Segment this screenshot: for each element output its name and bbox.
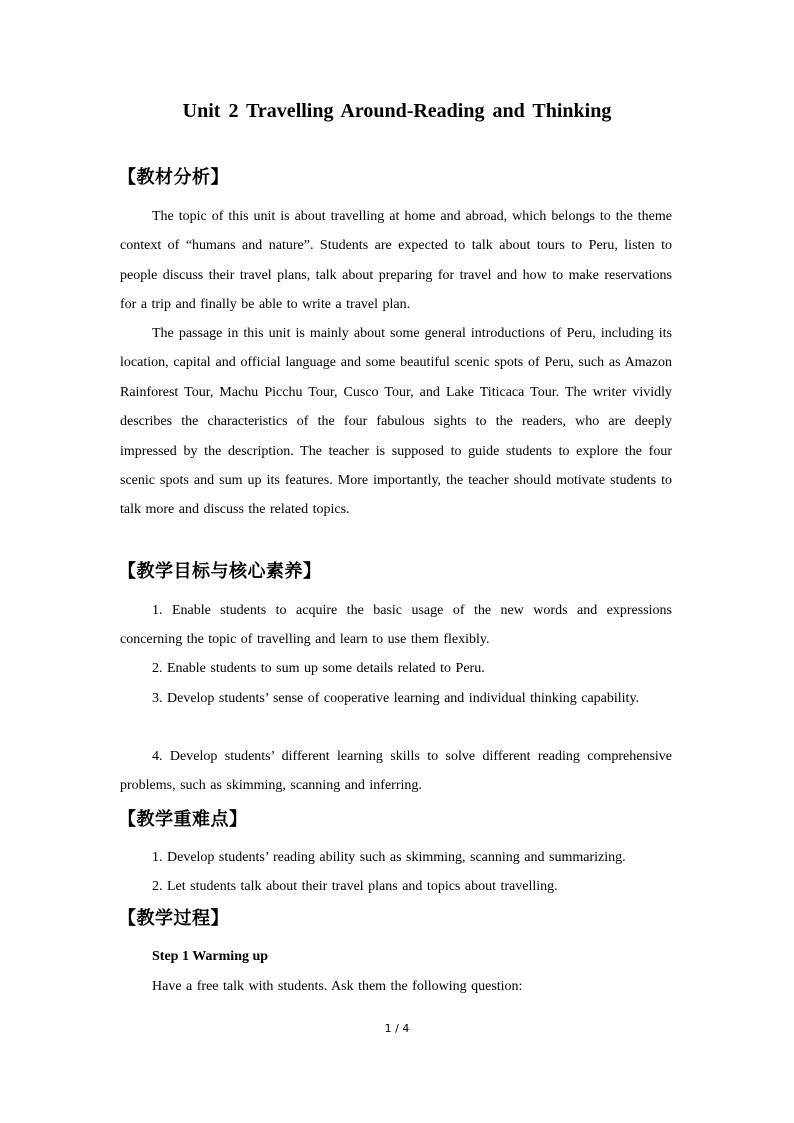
objective-item-3: 3. Develop students’ sense of cooperative learning and individual thinking capability. <box>152 691 640 706</box>
section-heading-process: 【教学过程】 <box>118 908 229 929</box>
analysis-paragraph-1: The topic of this unit is about travelling at home and abroad, which belongs to the theme context of “humans and nature”. Students are expected to talk about tours to Peru, listen to people discuss their travel plans, talk about preparing for travel and how to make reservations for a trip and finally be able to write a travel plan. <box>120 209 672 313</box>
page-indicator: 1 / 4 <box>384 1022 410 1035</box>
step-1-title: Step 1 Warming up <box>152 949 269 964</box>
objective-item-4: 4. Develop students’ different learning skills to solve different reading comprehensive problems, such as skimming, scanning and inferring. <box>120 749 672 794</box>
objective-item-2: 2. Enable students to sum up some details related to Peru. <box>152 661 485 676</box>
section-heading-analysis: 【教材分析】 <box>118 167 229 188</box>
step-1-text: Have a free talk with students. Ask them the following question: <box>152 979 523 994</box>
section-heading-objectives: 【教学目标与核心素养】 <box>118 561 322 582</box>
keypoint-item-2: 2. Let students talk about their travel plans and topics about travelling. <box>152 879 558 894</box>
objective-item-1: 1. Enable students to acquire the basic usage of the new words and expressions concerning the topic of travelling and learn to use them flexibly. <box>120 603 672 648</box>
section-heading-keypoints: 【教学重难点】 <box>118 809 248 830</box>
document-title: Unit 2 Travelling Around-Reading and Thinking <box>182 100 612 122</box>
keypoint-item-1: 1. Develop students’ reading ability such as skimming, scanning and summarizing. <box>152 850 626 865</box>
analysis-paragraph-2: The passage in this unit is mainly about some general introductions of Peru, including its location, capital and official language and some beautiful scenic spots of Peru, such as Amazon Rainforest Tour, Machu Picchu Tour, Cusco Tour, and Lake Titicaca Tour. The writer vividly describes the characteristics of the four fabulous sights to the readers, who are deeply impressed by the description. The teacher is supposed to guide students to explore the four scenic spots and sum up its features. More importantly, the teacher should motivate students to talk more and discuss the related topics. <box>120 326 672 518</box>
